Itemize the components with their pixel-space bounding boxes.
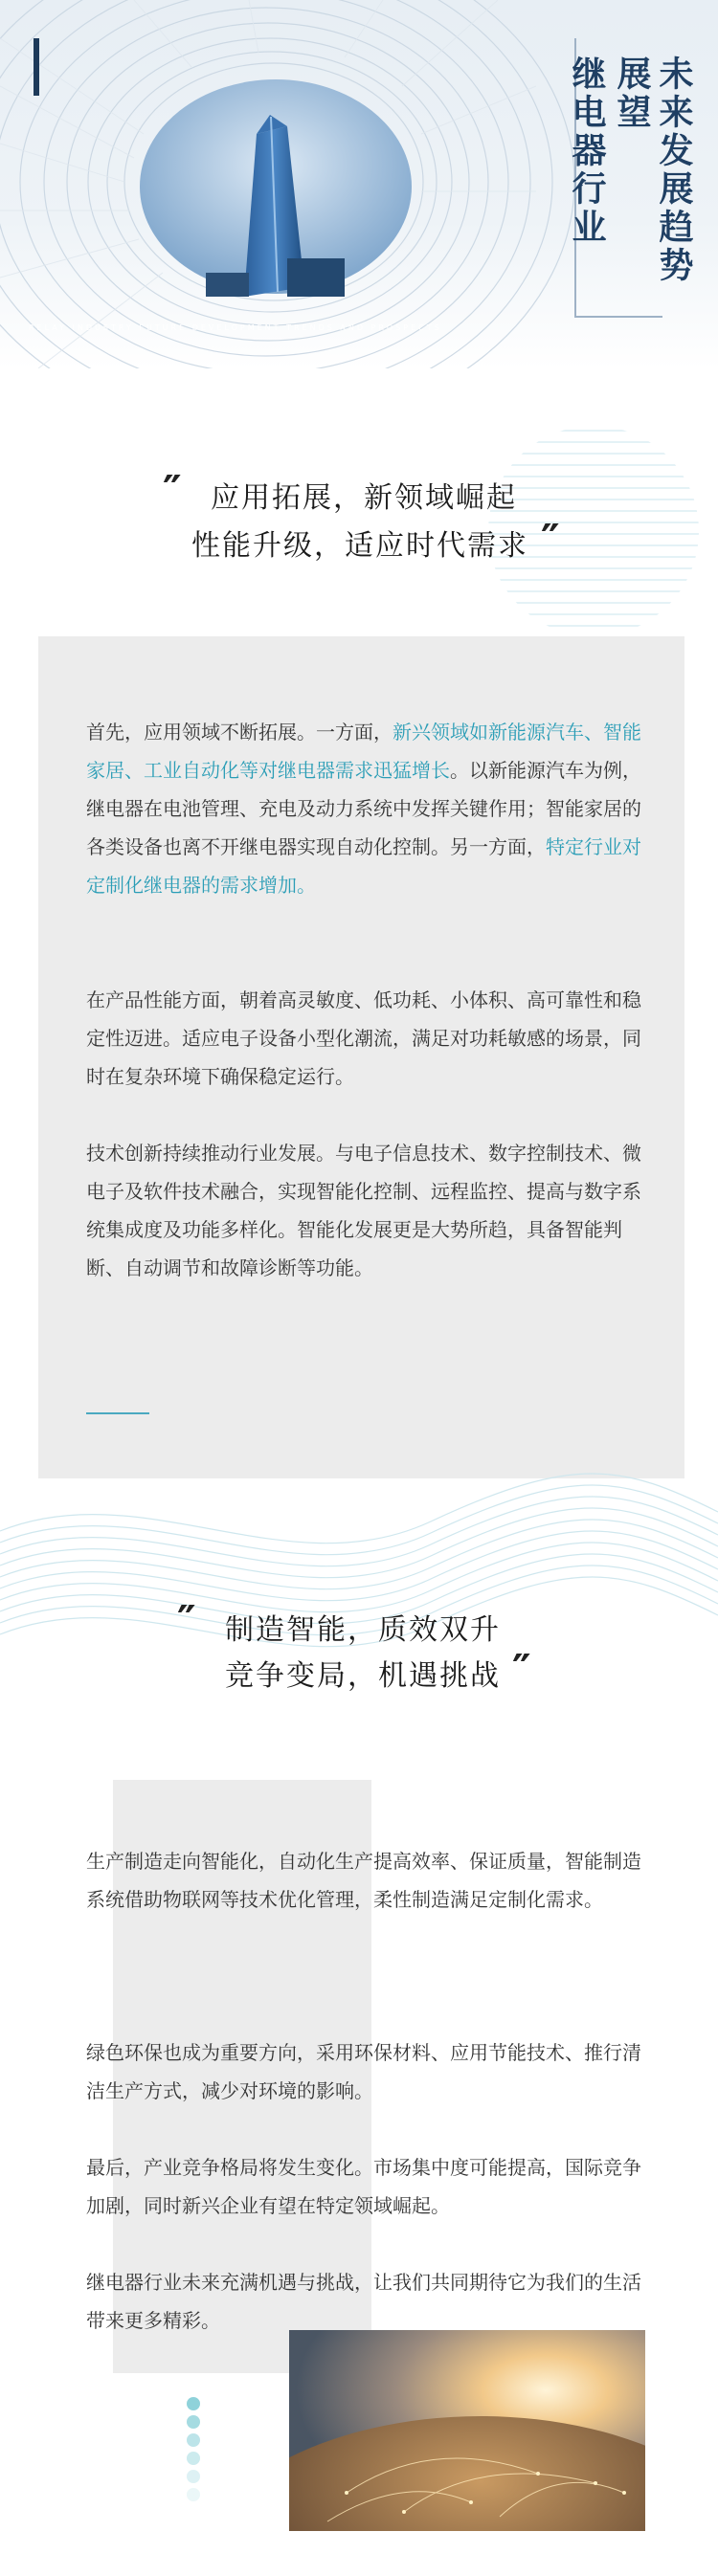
hero-title-frame <box>567 38 693 318</box>
close-quote-icon: ″ <box>541 516 560 565</box>
dot-icon <box>187 2415 200 2429</box>
section2-paragraph-3: 最后，产业竞争格局将发生变化。市场集中度可能提高，国际竞争加剧，同时新兴企业有望在特定领域崛起。 <box>86 2156 641 2217</box>
hero-english-subtitle: RELAY INDUSTRY FUTURE DEVELOPMENT TRENDS AND PROSPECTS <box>29 323 442 332</box>
dot-icon <box>187 2397 200 2410</box>
dot-icon <box>187 2452 200 2465</box>
section1-quote-line2: 性能升级，适应时代需求 <box>191 529 528 563</box>
open-quote-icon: ″ <box>177 1597 196 1646</box>
dot-icon <box>187 2470 200 2483</box>
open-quote-icon: ″ <box>163 467 182 516</box>
section1-paragraph-1 <box>86 713 651 904</box>
dot-icon <box>187 2433 200 2447</box>
section1-paragraph-3: 技术创新持续推动行业发展。与电子信息技术、数字控制技术、微电子及软件技术融合，实现智能化控制、远程监控、提高与数字系统集成度及功能多样化。智能化发展更是大势所趋，具备智能判断、自动调节和故障诊断等功能。 <box>86 1142 641 1279</box>
section2-quote-line1: 制造智能，质效双升 <box>225 1613 501 1647</box>
paragraph-text: 。以新能源汽车为例，继电器在电池管理、充电及动力系统中发挥关键作用；智能家居的各类设备也离不开继电器实现自动化控制。另一方面， <box>86 759 641 858</box>
hero-title-line1: 未来发展趋势展望 <box>612 56 693 285</box>
hero-title-line2: 继电器行业 <box>567 56 606 247</box>
decorative-dots <box>187 2397 200 2506</box>
accent-rule <box>86 1412 149 1414</box>
content-panel-1 <box>38 636 684 1478</box>
paragraph-text: 首先，应用领域不断拓展。一方面， <box>86 721 393 744</box>
section1-quote-line1: 应用拓展，新领域崛起 <box>211 481 517 515</box>
section2-paragraph-2: 绿色环保也成为重要方向，采用环保材料、应用节能技术、推行清洁生产方式，减少对环境的影响。 <box>86 2041 641 2102</box>
section1-paragraph-2: 在产品性能方面，朝着高灵敏度、低功耗、小体积、高可靠性和稳定性迈进。适应电子设备小型化潮流，满足对功耗敏感的场景，同时在复杂环境下确保稳定运行。 <box>86 988 641 1088</box>
section2-quote-line2: 竞争变局，机遇挑战 <box>225 1659 501 1693</box>
close-quote-icon: ″ <box>512 1646 531 1695</box>
highlight-text: 特定行业对定制化继电器的需求增加。 <box>86 835 641 897</box>
section2-paragraph-1: 生产制造走向智能化，自动化生产提高效率、保证质量，智能制造系统借助物联网等技术优化管理，柔性制造满足定制化需求。 <box>86 1850 641 1911</box>
globe-network-photo <box>289 2330 645 2531</box>
dot-icon <box>187 2488 200 2501</box>
hero-banner <box>0 0 718 368</box>
highlight-text: 新兴领域如新能源汽车、智能家居、工业自动化等对继电器需求迅猛增长 <box>86 721 641 782</box>
section2-paragraph-4: 继电器行业未来充满机遇与挑战，让我们共同期待它为我们的生活带来更多精彩。 <box>86 2271 641 2332</box>
